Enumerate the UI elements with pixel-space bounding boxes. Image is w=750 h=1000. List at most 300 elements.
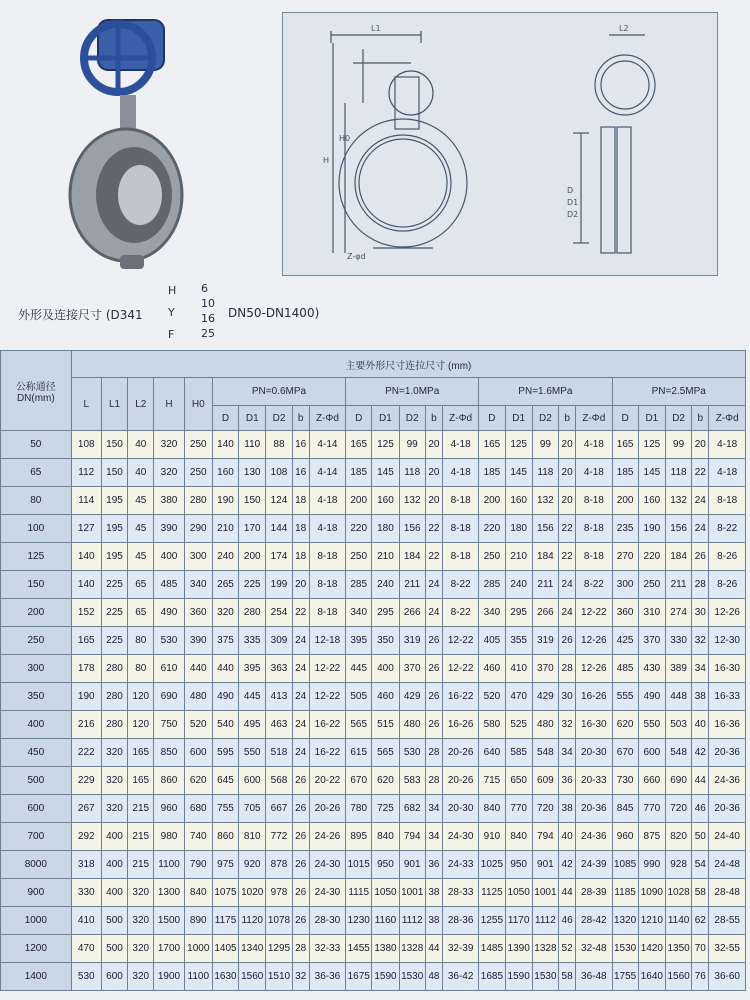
table-cell: 4-18: [576, 431, 612, 459]
table-cell: 4-14: [309, 459, 345, 487]
table-cell: 1530: [612, 935, 638, 963]
table-cell: 211: [399, 571, 425, 599]
table-cell: 1000: [184, 935, 212, 963]
table-cell: 24-30: [309, 851, 345, 879]
table-cell: 810: [239, 823, 266, 851]
table-cell: 901: [532, 851, 558, 879]
table-cell: 1455: [346, 935, 372, 963]
table-cell: 740: [184, 823, 212, 851]
dimensions-table: [0, 350, 746, 991]
sub-header: b: [292, 406, 309, 431]
table-cell: 160: [372, 487, 399, 515]
table-cell: 58: [559, 963, 576, 991]
table-cell: 4-14: [309, 431, 345, 459]
table-cell: 28: [692, 571, 709, 599]
table-cell: 1078: [266, 907, 292, 935]
table-cell: 220: [638, 543, 665, 571]
table-cell: 667: [266, 795, 292, 823]
table-cell: 24-26: [309, 823, 345, 851]
table-cell: 152: [71, 599, 101, 627]
sub-header: D: [612, 406, 638, 431]
table-cell: 620: [372, 767, 399, 795]
table-cell: 36-60: [709, 963, 746, 991]
table-cell: 390: [184, 627, 212, 655]
table-cell: 8-22: [442, 571, 478, 599]
sub-header: D1: [638, 406, 665, 431]
table-cell: 132: [399, 487, 425, 515]
table-cell: 990: [638, 851, 665, 879]
table-cell: 470: [71, 935, 101, 963]
table-cell: 24-48: [709, 851, 746, 879]
dim-z-label: Z-φd: [347, 252, 366, 261]
table-cell: 448: [665, 683, 691, 711]
col-header-h0: H0: [184, 378, 212, 431]
sub-header: D2: [532, 406, 558, 431]
dn-cell: 600: [1, 795, 72, 823]
table-cell: 1050: [372, 879, 399, 907]
table-cell: 12-26: [709, 599, 746, 627]
table-cell: 200: [612, 487, 638, 515]
model-letter-y: Y: [168, 306, 175, 319]
table-cell: 215: [128, 823, 154, 851]
table-cell: 20-22: [309, 767, 345, 795]
dn-cell: 900: [1, 879, 72, 907]
sub-header: Z-Φd: [309, 406, 345, 431]
table-cell: 585: [505, 739, 532, 767]
table-cell: 460: [479, 655, 505, 683]
table-cell: 794: [532, 823, 558, 851]
table-cell: 26: [425, 627, 442, 655]
table-cell: 4-18: [442, 459, 478, 487]
table-cell: 540: [212, 711, 238, 739]
dim-l2-label: L2: [619, 24, 629, 33]
table-cell: 320: [212, 599, 238, 627]
table-cell: 1115: [346, 879, 372, 907]
table-cell: 1530: [399, 963, 425, 991]
table-cell: 160: [638, 487, 665, 515]
table-cell: 960: [154, 795, 184, 823]
table-cell: 400: [372, 655, 399, 683]
sub-header: D2: [266, 406, 292, 431]
table-cell: 38: [559, 795, 576, 823]
table-cell: 16-22: [309, 711, 345, 739]
table-cell: 22: [292, 599, 309, 627]
col-header-l: L: [71, 378, 101, 431]
table-cell: 266: [532, 599, 558, 627]
table-cell: 12-26: [576, 655, 612, 683]
table-cell: 28-33: [442, 879, 478, 907]
table-cell: 772: [266, 823, 292, 851]
table-cell: 229: [71, 767, 101, 795]
model-letter-f: F: [168, 328, 175, 341]
table-cell: 28: [425, 739, 442, 767]
table-cell: 156: [532, 515, 558, 543]
table-cell: 165: [346, 431, 372, 459]
table-cell: 165: [128, 739, 154, 767]
table-cell: 1100: [184, 963, 212, 991]
table-cell: 32: [292, 963, 309, 991]
table-cell: 211: [532, 571, 558, 599]
table-cell: 1230: [346, 907, 372, 935]
table-cell: 500: [101, 907, 127, 935]
table-cell: 320: [128, 963, 154, 991]
table-cell: 320: [154, 459, 184, 487]
table-cell: 975: [212, 851, 238, 879]
sub-header: D: [212, 406, 238, 431]
table-cell: 309: [266, 627, 292, 655]
table-cell: 770: [638, 795, 665, 823]
table-cell: 80: [128, 627, 154, 655]
table-cell: 45: [128, 487, 154, 515]
table-cell: 319: [399, 627, 425, 655]
table-cell: 928: [665, 851, 691, 879]
table-row: [1, 571, 746, 599]
table-cell: 145: [372, 459, 399, 487]
dn-cell: 1000: [1, 907, 72, 935]
table-cell: 320: [101, 795, 127, 823]
table-cell: 620: [184, 767, 212, 795]
table-cell: 32: [692, 627, 709, 655]
table-cell: 389: [665, 655, 691, 683]
dn-cell: 700: [1, 823, 72, 851]
table-cell: 112: [71, 459, 101, 487]
table-cell: 52: [559, 935, 576, 963]
table-cell: 24: [559, 599, 576, 627]
table-cell: 480: [532, 711, 558, 739]
table-cell: 180: [372, 515, 399, 543]
table-cell: 380: [154, 487, 184, 515]
table-cell: 16-22: [309, 739, 345, 767]
table-cell: 24: [692, 487, 709, 515]
table-cell: 319: [532, 627, 558, 655]
table-cell: 36-48: [576, 963, 612, 991]
table-cell: 750: [154, 711, 184, 739]
table-cell: 18: [292, 515, 309, 543]
table-cell: 1085: [612, 851, 638, 879]
dn-cell: 150: [1, 571, 72, 599]
table-cell: 1390: [505, 935, 532, 963]
table-cell: 1028: [665, 879, 691, 907]
table-cell: 150: [239, 487, 266, 515]
table-cell: 216: [71, 711, 101, 739]
table-cell: 1090: [638, 879, 665, 907]
table-cell: 28: [425, 767, 442, 795]
table-cell: 190: [71, 683, 101, 711]
table-cell: 18: [292, 543, 309, 571]
table-row: [1, 655, 746, 683]
table-cell: 44: [559, 879, 576, 907]
table-cell: 4-18: [709, 431, 746, 459]
table-cell: 640: [479, 739, 505, 767]
table-cell: 1340: [239, 935, 266, 963]
table-cell: 460: [372, 683, 399, 711]
table-cell: 132: [532, 487, 558, 515]
sub-header: D2: [399, 406, 425, 431]
table-cell: 184: [532, 543, 558, 571]
table-row: [1, 739, 746, 767]
table-cell: 165: [479, 431, 505, 459]
model-designation: [18, 282, 418, 344]
table-cell: 140: [212, 431, 238, 459]
table-cell: 548: [532, 739, 558, 767]
table-cell: 225: [101, 571, 127, 599]
technical-drawing: [282, 12, 718, 276]
table-cell: 4-18: [576, 459, 612, 487]
table-cell: 265: [212, 571, 238, 599]
table-row: [1, 935, 746, 963]
table-cell: 250: [638, 571, 665, 599]
table-cell: 36-42: [442, 963, 478, 991]
table-cell: 184: [665, 543, 691, 571]
table-cell: 363: [266, 655, 292, 683]
table-cell: 1025: [479, 851, 505, 879]
table-cell: 1630: [212, 963, 238, 991]
table-cell: 26: [292, 879, 309, 907]
table-cell: 28-39: [576, 879, 612, 907]
table-cell: 400: [101, 823, 127, 851]
table-cell: 1530: [532, 963, 558, 991]
table-cell: 1050: [505, 879, 532, 907]
pressure-group-header: PN=0.6MPa: [212, 378, 345, 406]
model-pressure-16: 16: [201, 312, 215, 325]
sub-header: Z-Φd: [442, 406, 478, 431]
table-cell: 42: [692, 739, 709, 767]
table-cell: 250: [479, 543, 505, 571]
table-cell: 20: [425, 459, 442, 487]
pressure-group-header: PN=1.6MPa: [479, 378, 612, 406]
table-cell: 405: [479, 627, 505, 655]
table-cell: 370: [638, 627, 665, 655]
table-cell: 1328: [532, 935, 558, 963]
dn-cell: 65: [1, 459, 72, 487]
table-cell: 125: [372, 431, 399, 459]
table-cell: 267: [71, 795, 101, 823]
table-cell: 4-18: [309, 515, 345, 543]
table-cell: 20-36: [709, 739, 746, 767]
table-cell: 410: [505, 655, 532, 683]
table-cell: 910: [479, 823, 505, 851]
table-row: [1, 767, 746, 795]
table-cell: 225: [101, 627, 127, 655]
table-cell: 370: [399, 655, 425, 683]
table-cell: 568: [266, 767, 292, 795]
table-cell: 26: [692, 543, 709, 571]
table-cell: 340: [479, 599, 505, 627]
table-cell: 960: [612, 823, 638, 851]
model-pressure-25: 25: [201, 327, 215, 340]
table-cell: 715: [479, 767, 505, 795]
dn-header-label: 公称通径: [15, 381, 56, 393]
col-header-h: H: [154, 378, 184, 431]
table-cell: 4-18: [309, 487, 345, 515]
table-cell: 565: [346, 711, 372, 739]
table-cell: 730: [612, 767, 638, 795]
table-cell: 16-26: [442, 711, 478, 739]
table-cell: 550: [239, 739, 266, 767]
table-cell: 690: [154, 683, 184, 711]
table-cell: 16: [292, 431, 309, 459]
table-cell: 330: [665, 627, 691, 655]
table-cell: 210: [372, 543, 399, 571]
table-cell: 160: [505, 487, 532, 515]
table-cell: 240: [212, 543, 238, 571]
table-cell: 1328: [399, 935, 425, 963]
table-cell: 375: [212, 627, 238, 655]
table-cell: 16: [292, 459, 309, 487]
table-cell: 360: [184, 599, 212, 627]
table-cell: 140: [71, 571, 101, 599]
table-cell: 503: [665, 711, 691, 739]
table-cell: 340: [346, 599, 372, 627]
table-cell: 20: [559, 431, 576, 459]
table-row: [1, 963, 746, 991]
table-cell: 12-26: [576, 627, 612, 655]
table-cell: 127: [71, 515, 101, 543]
table-cell: 170: [239, 515, 266, 543]
table-cell: 22: [425, 543, 442, 571]
table-cell: 8-18: [576, 515, 612, 543]
table-cell: 1001: [399, 879, 425, 907]
table-cell: 360: [612, 599, 638, 627]
table-row: [1, 795, 746, 823]
valve-photo: [60, 10, 210, 275]
col-header-l2: L2: [128, 378, 154, 431]
table-cell: 8-18: [309, 599, 345, 627]
table-cell: 24-30: [309, 879, 345, 907]
table-cell: 500: [101, 935, 127, 963]
table-cell: 190: [638, 515, 665, 543]
table-cell: 515: [372, 711, 399, 739]
table-cell: 1175: [212, 907, 238, 935]
table-cell: 480: [399, 711, 425, 739]
table-cell: 1112: [532, 907, 558, 935]
table-cell: 99: [399, 431, 425, 459]
dn-cell: 80: [1, 487, 72, 515]
table-cell: 8-22: [442, 599, 478, 627]
dn-cell: 350: [1, 683, 72, 711]
table-cell: 24: [425, 571, 442, 599]
dim-d1-label: D1: [567, 198, 579, 207]
table-cell: 1755: [612, 963, 638, 991]
table-cell: 36: [559, 767, 576, 795]
table-cell: 8-26: [709, 543, 746, 571]
table-cell: 4-18: [442, 431, 478, 459]
table-cell: 40: [692, 711, 709, 739]
table-cell: 1350: [665, 935, 691, 963]
table-cell: 12-22: [576, 599, 612, 627]
table-cell: 28-42: [576, 907, 612, 935]
table-cell: 583: [399, 767, 425, 795]
table-cell: 548: [665, 739, 691, 767]
table-cell: 490: [212, 683, 238, 711]
table-cell: 292: [71, 823, 101, 851]
table-cell: 12-22: [309, 683, 345, 711]
table-cell: 34: [425, 823, 442, 851]
table-cell: 920: [239, 851, 266, 879]
table-cell: 50: [692, 823, 709, 851]
table-cell: 190: [212, 487, 238, 515]
table-cell: 211: [665, 571, 691, 599]
table-cell: 225: [101, 599, 127, 627]
table-cell: 878: [266, 851, 292, 879]
table-cell: 165: [71, 627, 101, 655]
table-cell: 520: [479, 683, 505, 711]
table-cell: 240: [505, 571, 532, 599]
dn-cell: 500: [1, 767, 72, 795]
table-row: [1, 543, 746, 571]
table-cell: 340: [184, 571, 212, 599]
sub-header: b: [559, 406, 576, 431]
table-cell: 300: [184, 543, 212, 571]
table-cell: 30: [692, 599, 709, 627]
table-cell: 530: [154, 627, 184, 655]
table-cell: 46: [559, 907, 576, 935]
table-cell: 144: [266, 515, 292, 543]
table-cell: 770: [505, 795, 532, 823]
table-cell: 160: [212, 459, 238, 487]
table-cell: 99: [665, 431, 691, 459]
table-cell: 24-30: [442, 823, 478, 851]
table-cell: 1185: [612, 879, 638, 907]
table-cell: 660: [638, 767, 665, 795]
table-cell: 20-30: [442, 795, 478, 823]
table-cell: 615: [346, 739, 372, 767]
table-cell: 8-18: [709, 487, 746, 515]
table-cell: 725: [372, 795, 399, 823]
table-cell: 12-30: [709, 627, 746, 655]
table-cell: 120: [128, 683, 154, 711]
table-cell: 220: [479, 515, 505, 543]
sub-header: b: [692, 406, 709, 431]
table-cell: 840: [372, 823, 399, 851]
sub-header: D: [479, 406, 505, 431]
table-cell: 26: [292, 823, 309, 851]
table-cell: 690: [665, 767, 691, 795]
table-cell: 978: [266, 879, 292, 907]
table-cell: 20: [425, 487, 442, 515]
table-cell: 680: [184, 795, 212, 823]
table-cell: 34: [559, 739, 576, 767]
table-cell: 1300: [154, 879, 184, 907]
table-cell: 108: [266, 459, 292, 487]
table-cell: 26: [292, 907, 309, 935]
table-cell: 165: [128, 767, 154, 795]
table-cell: 118: [665, 459, 691, 487]
dn-cell: 125: [1, 543, 72, 571]
table-cell: 45: [128, 515, 154, 543]
table-cell: 16-22: [442, 683, 478, 711]
table-cell: 280: [101, 655, 127, 683]
sub-header: b: [425, 406, 442, 431]
table-cell: 490: [638, 683, 665, 711]
table-cell: 45: [128, 543, 154, 571]
table-cell: 65: [128, 599, 154, 627]
table-cell: 890: [184, 907, 212, 935]
sub-header: D: [346, 406, 372, 431]
table-cell: 38: [425, 907, 442, 935]
dn-cell: 1400: [1, 963, 72, 991]
table-cell: 820: [665, 823, 691, 851]
table-cell: 26: [292, 795, 309, 823]
table-cell: 840: [505, 823, 532, 851]
table-cell: 156: [665, 515, 691, 543]
table-cell: 295: [372, 599, 399, 627]
table-cell: 20-26: [442, 767, 478, 795]
table-cell: 125: [638, 431, 665, 459]
table-cell: 790: [184, 851, 212, 879]
table-cell: 26: [292, 767, 309, 795]
table-cell: 470: [505, 683, 532, 711]
